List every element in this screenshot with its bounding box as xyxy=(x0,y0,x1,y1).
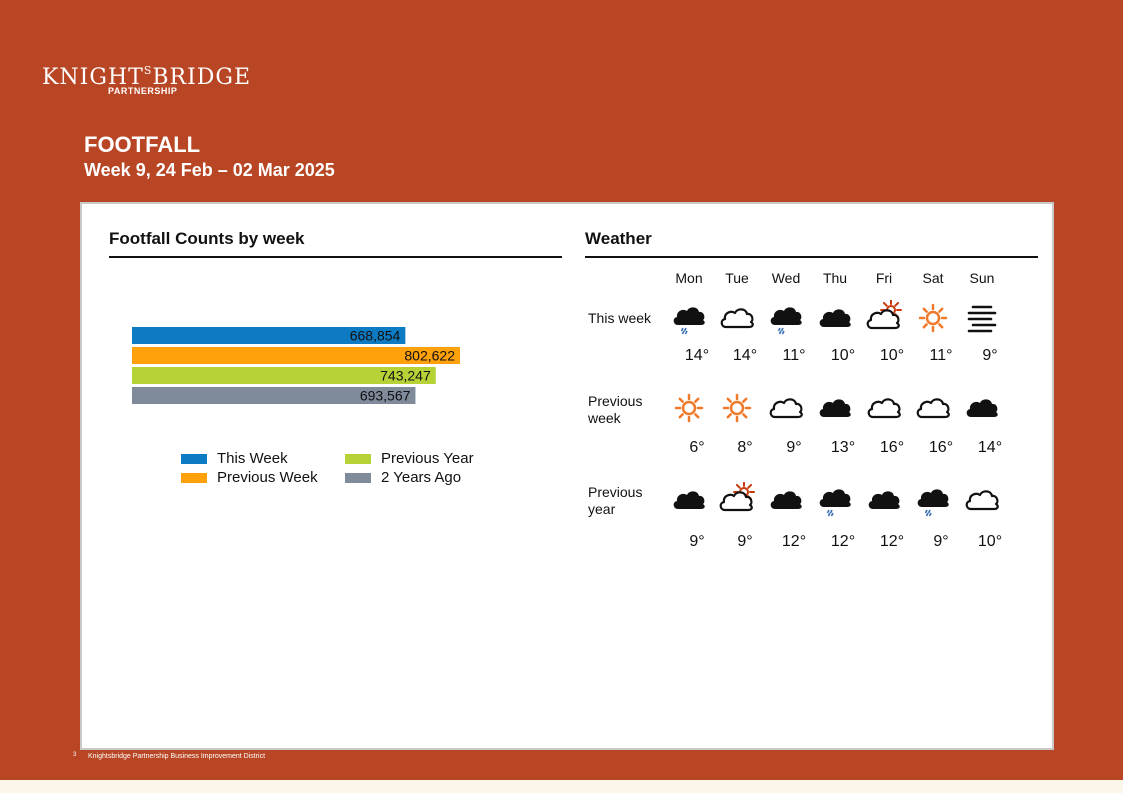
bar-value-label: 668,854 xyxy=(349,327,401,344)
temperature-value: 12° xyxy=(830,533,856,550)
day-header-fri: Fri xyxy=(875,270,893,286)
brand-logo xyxy=(42,58,252,98)
page-number: 3 xyxy=(73,752,77,758)
legend-item-2-years-ago xyxy=(345,469,461,486)
temperature-value: 12° xyxy=(781,533,807,550)
cloud-outline-icon xyxy=(964,482,1000,518)
cloud-outline-icon xyxy=(768,390,804,426)
legend-label: 2 Years Ago xyxy=(381,469,462,486)
day-header-sat: Sat xyxy=(922,270,944,286)
temperature-value: 12° xyxy=(879,533,905,550)
dark-cloud-icon xyxy=(671,482,707,518)
dark-cloud-icon xyxy=(817,390,853,426)
footfall-section-rule xyxy=(109,256,562,258)
legend-swatch xyxy=(345,454,371,464)
weather-row-label: Previous year xyxy=(588,484,643,517)
legend-label: This Week xyxy=(217,450,288,467)
temperature-value: 11° xyxy=(929,347,953,364)
temperature-value: 10° xyxy=(977,533,1003,550)
legend-swatch xyxy=(345,473,371,483)
heavy-rain-cloud-icon xyxy=(915,482,951,518)
temperature-value: 13° xyxy=(830,439,856,456)
day-header-thu: Thu xyxy=(822,270,848,286)
brand-tagline: PARTNERSHIP xyxy=(108,86,178,96)
dark-cloud-icon xyxy=(817,300,853,336)
temperature-value: 14° xyxy=(684,347,710,364)
dark-cloud-icon xyxy=(964,390,1000,426)
brand-wordmark: $KNIGHT^SBRIDGE$ xyxy=(42,64,252,90)
temperature-value: 9° xyxy=(982,347,998,364)
legend-label: Previous Year xyxy=(381,450,474,467)
footfall-bar-chart xyxy=(102,299,542,419)
temperature-value: 9° xyxy=(933,533,949,550)
weather-section-rule xyxy=(585,256,1038,258)
bar-value-label: 802,622 xyxy=(404,347,455,364)
legend-item-previous-year xyxy=(345,450,474,467)
weather-section-title: Weather xyxy=(585,229,652,248)
cloud-outline-icon xyxy=(719,300,755,336)
temperature-value: 9° xyxy=(689,533,705,550)
day-header-sun: Sun xyxy=(969,270,995,286)
heavy-rain-cloud-icon xyxy=(817,482,853,518)
day-header-mon: Mon xyxy=(675,270,703,286)
temperature-value: 14° xyxy=(732,347,758,364)
cloud-outline-icon xyxy=(915,390,951,426)
sun-icon xyxy=(719,390,755,426)
temperature-value: 10° xyxy=(879,347,905,364)
temperature-value: 9° xyxy=(737,533,753,550)
heavy-rain-cloud-icon xyxy=(671,300,707,336)
content-panel xyxy=(80,202,1054,750)
sun-behind-cloud-icon xyxy=(719,482,755,518)
footer-text: Knightsbridge Partnership Business Improvement District xyxy=(88,753,266,760)
temperature-value: 11° xyxy=(782,347,806,364)
fog-icon xyxy=(964,300,1000,336)
legend-swatch xyxy=(181,473,207,483)
cloud-outline-icon xyxy=(866,390,902,426)
day-header-wed: Wed xyxy=(771,270,801,286)
footfall-section-title: Footfall Counts by week xyxy=(109,229,305,248)
legend-item-this-week xyxy=(181,450,288,467)
dark-cloud-icon xyxy=(768,482,804,518)
legend-label: Previous Week xyxy=(217,469,318,486)
bar-value-label: 693,567 xyxy=(359,387,411,404)
temperature-value: 16° xyxy=(928,439,954,456)
temperature-value: 9° xyxy=(786,439,802,456)
temperature-value: 14° xyxy=(977,439,1003,456)
bar-value-label: 743,247 xyxy=(380,367,431,384)
weather-row-label: Previous week xyxy=(588,393,643,426)
sun-icon xyxy=(671,390,707,426)
sun-behind-cloud-icon xyxy=(866,300,902,336)
sun-icon xyxy=(915,300,951,336)
legend-swatch xyxy=(181,454,207,464)
weather-row-label: This week xyxy=(588,310,652,326)
page-title: FOOTFALL xyxy=(84,132,201,157)
temperature-value: 8° xyxy=(737,439,753,456)
legend-item-previous-week xyxy=(181,469,318,486)
temperature-value: 6° xyxy=(689,439,705,456)
day-header-tue: Tue xyxy=(725,270,749,286)
temperature-value: 16° xyxy=(879,439,905,456)
dark-cloud-icon xyxy=(866,482,902,518)
temperature-value: 10° xyxy=(830,347,856,364)
page-subtitle: Week 9, 24 Feb – 02 Mar 2025 xyxy=(84,160,335,180)
heavy-rain-cloud-icon xyxy=(768,300,804,336)
